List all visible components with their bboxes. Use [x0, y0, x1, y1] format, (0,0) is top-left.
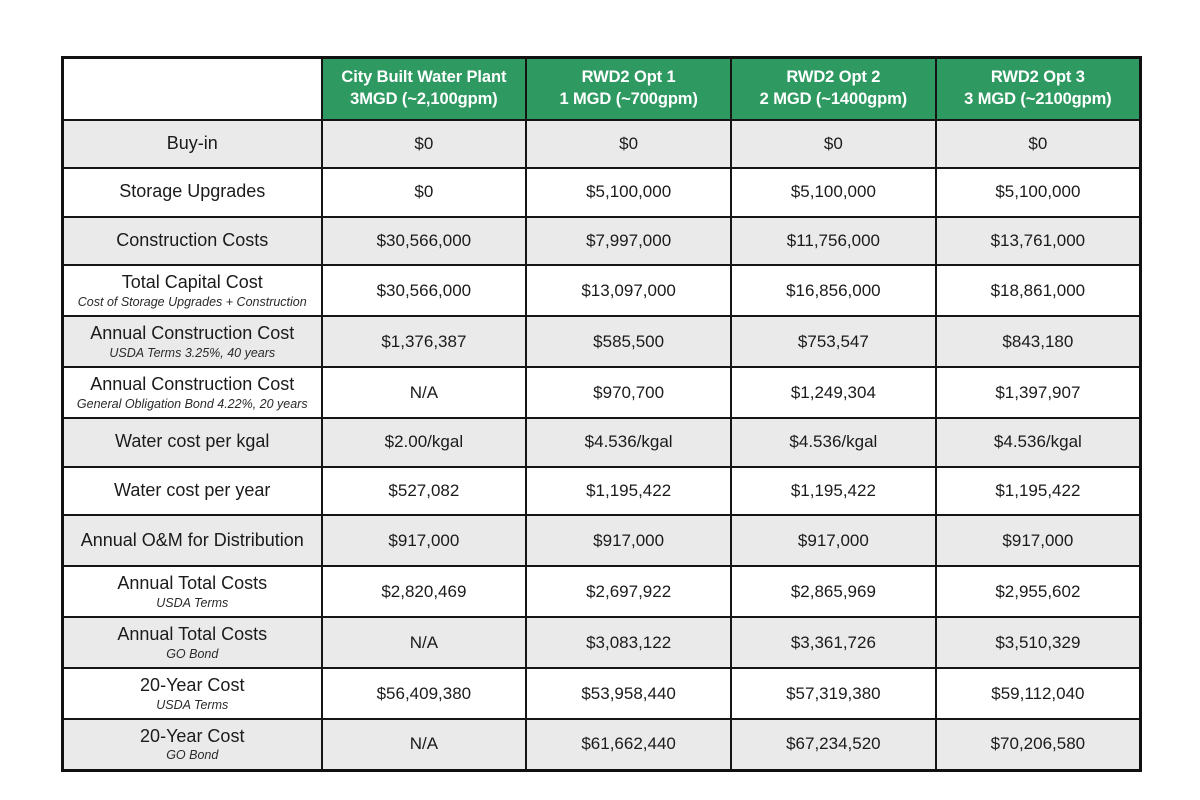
cell-value: $7,997,000: [526, 217, 731, 266]
cell-value: $4.536/kgal: [936, 418, 1141, 467]
cell-value: $917,000: [322, 515, 527, 566]
cell-value: $0: [322, 168, 527, 217]
table-body: [63, 120, 1141, 771]
table-row: [63, 367, 1141, 418]
cell-value: $2,820,469: [322, 566, 527, 617]
cell-value: $1,195,422: [936, 467, 1141, 516]
cell-value: N/A: [322, 719, 527, 770]
row-label-construction-costs: [63, 217, 322, 266]
column-header-rwd2-opt-3: [936, 58, 1141, 120]
cell-value: $970,700: [526, 367, 731, 418]
table-row: [63, 316, 1141, 367]
column-header-rwd2-opt-2: [731, 58, 936, 120]
table-header: [63, 58, 1141, 120]
cell-value: $3,510,329: [936, 617, 1141, 668]
row-label-main: Construction Costs: [116, 229, 269, 250]
cell-value: $0: [731, 120, 936, 169]
cell-value: $30,566,000: [322, 217, 527, 266]
cell-value: $59,112,040: [936, 668, 1141, 719]
row-label-main: Annual O&M for Distribution: [80, 529, 304, 550]
row-label-main: Annual Construction Cost: [90, 323, 295, 344]
row-label-main: Buy-in: [166, 132, 218, 153]
cell-value: $5,100,000: [936, 168, 1141, 217]
row-label-total-capital-cost: [63, 265, 322, 316]
column-header-subtitle: 1 MGD (~700gpm): [559, 89, 698, 108]
cell-value: $18,861,000: [936, 265, 1141, 316]
header-row: [63, 58, 1141, 120]
row-label-sub: USDA Terms: [156, 595, 229, 610]
cell-value: $4.536/kgal: [526, 418, 731, 467]
cell-value: $1,195,422: [731, 467, 936, 516]
cell-value: $1,397,907: [936, 367, 1141, 418]
cell-value: $5,100,000: [526, 168, 731, 217]
row-label-annual-om-for-distribution: [63, 515, 322, 566]
row-label-main: 20-Year Cost: [140, 725, 245, 746]
cell-value: $585,500: [526, 316, 731, 367]
column-header-city-built-water-plant: [322, 58, 527, 120]
cell-value: $2.00/kgal: [322, 418, 527, 467]
row-label-buy-in: [63, 120, 322, 169]
row-label-storage-upgrades: [63, 168, 322, 217]
table-row: [63, 617, 1141, 668]
column-header-title: City Built Water Plant: [341, 67, 507, 86]
cell-value: $0: [322, 120, 527, 169]
row-label-sub: GO Bond: [166, 646, 219, 661]
row-label-sub: USDA Terms: [156, 697, 229, 712]
table-row: [63, 217, 1141, 266]
row-label-main: Water cost per year: [114, 479, 271, 500]
column-header-subtitle: 3MGD (~2,100gpm): [350, 89, 498, 108]
cell-value: $0: [526, 120, 731, 169]
row-label-main: Annual Total Costs: [117, 624, 268, 645]
row-label-annual-construction-cost-go-bond: [63, 367, 322, 418]
column-header-subtitle: 2 MGD (~1400gpm): [759, 89, 908, 108]
cell-value: $5,100,000: [731, 168, 936, 217]
table-row: [63, 467, 1141, 516]
column-header-rwd2-opt-1: [526, 58, 731, 120]
cell-value: $56,409,380: [322, 668, 527, 719]
cell-value: $1,249,304: [731, 367, 936, 418]
table-row: [63, 120, 1141, 169]
cell-value: $13,761,000: [936, 217, 1141, 266]
row-label-sub: GO Bond: [166, 748, 219, 763]
row-label-20-year-cost-go-bond: [63, 719, 322, 770]
table-row: [63, 668, 1141, 719]
row-label-main: Storage Upgrades: [119, 181, 266, 202]
cell-value: $3,083,122: [526, 617, 731, 668]
cell-value: $527,082: [322, 467, 527, 516]
table-row: [63, 719, 1141, 770]
cell-value: $3,361,726: [731, 617, 936, 668]
table-row: [63, 418, 1141, 467]
column-header-title: RWD2 Opt 3: [990, 67, 1085, 86]
table-row: [63, 265, 1141, 316]
row-label-annual-construction-cost-usda: [63, 316, 322, 367]
cell-value: $917,000: [526, 515, 731, 566]
cost-comparison-table: [61, 56, 1142, 772]
table-row: [63, 515, 1141, 566]
row-label-main: 20-Year Cost: [140, 675, 245, 696]
cell-value: $57,319,380: [731, 668, 936, 719]
cell-value: $70,206,580: [936, 719, 1141, 770]
row-label-main: Total Capital Cost: [121, 272, 263, 293]
cell-value: $53,958,440: [526, 668, 731, 719]
row-label-main: Water cost per kgal: [115, 431, 270, 452]
row-label-sub: General Obligation Bond 4.22%, 20 years: [76, 396, 308, 411]
cell-value: $30,566,000: [322, 265, 527, 316]
row-label-water-cost-per-year: [63, 467, 322, 516]
row-label-water-cost-per-kgal: [63, 418, 322, 467]
cell-value: $2,865,969: [731, 566, 936, 617]
column-header-title: RWD2 Opt 2: [786, 67, 881, 86]
row-label-annual-total-costs-usda: [63, 566, 322, 617]
cell-value: $61,662,440: [526, 719, 731, 770]
row-label-annual-total-costs-go-bond: [63, 617, 322, 668]
cell-value: $753,547: [731, 316, 936, 367]
column-header-title: RWD2 Opt 1: [581, 67, 676, 86]
header-corner-cell: [63, 58, 322, 120]
cell-value: N/A: [322, 617, 527, 668]
cost-comparison-table-container: [61, 56, 1139, 763]
cell-value: $11,756,000: [731, 217, 936, 266]
row-label-sub: USDA Terms 3.25%, 40 years: [109, 345, 276, 360]
row-label-20-year-cost-usda: [63, 668, 322, 719]
cell-value: $917,000: [936, 515, 1141, 566]
cell-value: $1,376,387: [322, 316, 527, 367]
table-row: [63, 566, 1141, 617]
cell-value: $67,234,520: [731, 719, 936, 770]
cell-value: $16,856,000: [731, 265, 936, 316]
row-label-main: Annual Total Costs: [117, 573, 268, 594]
table-row: [63, 168, 1141, 217]
cell-value: $4.536/kgal: [731, 418, 936, 467]
cell-value: N/A: [322, 367, 527, 418]
cell-value: $2,697,922: [526, 566, 731, 617]
column-header-subtitle: 3 MGD (~2100gpm): [964, 89, 1112, 108]
cell-value: $2,955,602: [936, 566, 1141, 617]
cell-value: $13,097,000: [526, 265, 731, 316]
row-label-sub: Cost of Storage Upgrades + Construction: [77, 294, 307, 309]
cell-value: $843,180: [936, 316, 1141, 367]
row-label-main: Annual Construction Cost: [90, 374, 295, 395]
cell-value: $917,000: [731, 515, 936, 566]
cell-value: $1,195,422: [526, 467, 731, 516]
cell-value: $0: [936, 120, 1141, 169]
